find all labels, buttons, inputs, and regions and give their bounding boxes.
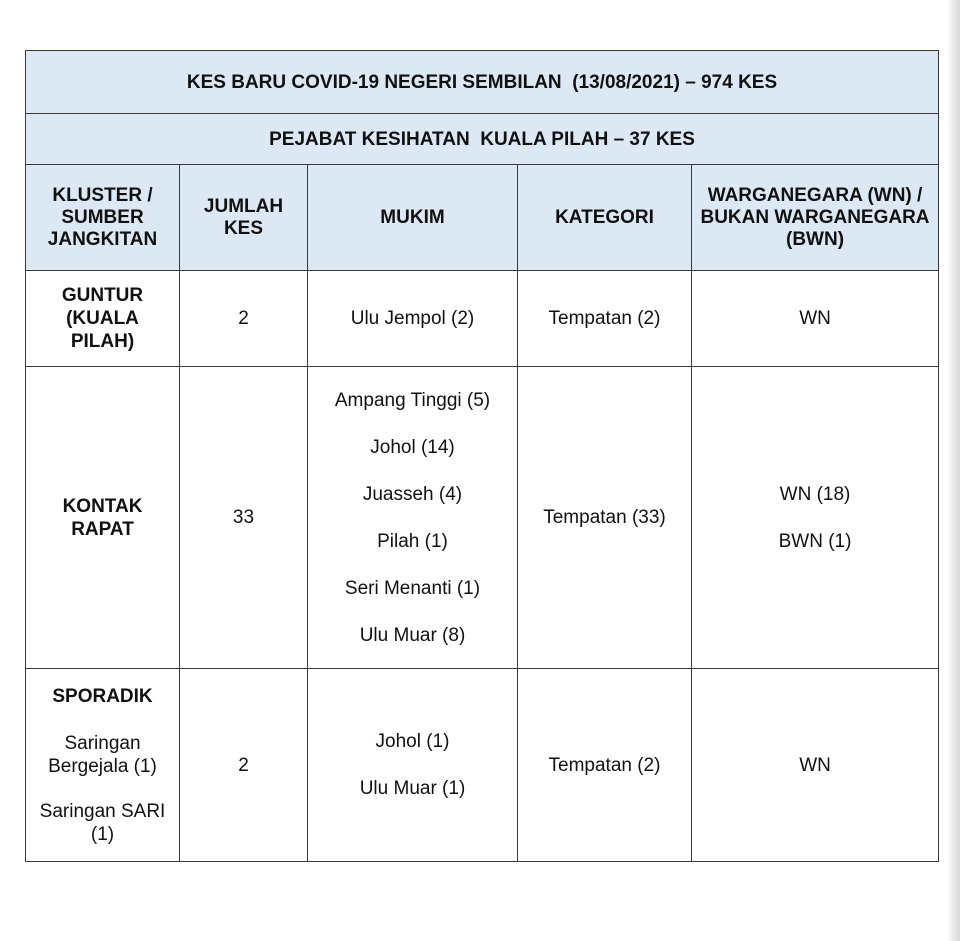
mukim-item: Ulu Jempol (2) [350, 308, 475, 329]
mukim-item: Ulu Muar (1) [359, 778, 466, 799]
cell-wn [692, 271, 939, 367]
cell-kategori: Tempatan (2) [518, 271, 692, 367]
covid-cases-table [25, 50, 939, 862]
mukim-item: Johol (1) [375, 731, 450, 752]
mukim-item: Johol (14) [370, 436, 455, 458]
mukim-item: Juasseh (4) [362, 483, 463, 505]
header-wn: WARGANEGARA (WN) / BUKAN WARGANEGARA (BWN) [692, 165, 939, 271]
mukim-list [312, 389, 513, 647]
header-jumlah: JUMLAH KES [180, 165, 308, 271]
header-row [26, 165, 939, 271]
cell-kluster [26, 669, 180, 862]
cell-mukim [308, 271, 518, 367]
wn-list [696, 483, 934, 553]
mukim-item: Ulu Muar (8) [359, 624, 466, 646]
wn-item: BWN (1) [778, 530, 852, 552]
cell-wn [692, 669, 939, 862]
cell-mukim [308, 367, 518, 669]
table-row [26, 669, 939, 862]
table-row [26, 367, 939, 669]
cell-kategori: Tempatan (33) [518, 367, 692, 669]
page-edge-shadow [946, 0, 960, 941]
cell-jumlah: 2 [180, 271, 308, 367]
cell-kluster: KONTAK RAPAT [26, 367, 180, 669]
table-subtitle: PEJABAT KESIHATAN KUALA PILAH – 37 KES [26, 114, 939, 165]
cell-jumlah: 33 [180, 367, 308, 669]
title-row [26, 51, 939, 114]
kluster-detail: Saringan Bergejala (1) [48, 732, 157, 777]
table-title: KES BARU COVID-19 NEGERI SEMBILAN (13/08/2021) – 974 KES [26, 51, 939, 114]
kluster-detail: Saringan SARI (1) [39, 800, 166, 845]
table-row [26, 271, 939, 367]
cell-kategori: Tempatan (2) [518, 669, 692, 862]
subtitle-row [26, 114, 939, 165]
mukim-list [312, 730, 513, 800]
wn-item: WN (18) [779, 483, 851, 505]
header-mukim: MUKIM [308, 165, 518, 271]
header-kategori: KATEGORI [518, 165, 692, 271]
kluster-stack [36, 685, 169, 846]
cell-mukim [308, 669, 518, 862]
cell-kluster: GUNTUR (KUALA PILAH) [26, 271, 180, 367]
wn-item: WN [799, 308, 831, 329]
header-kluster: KLUSTER / SUMBER JANGKITAN [26, 165, 180, 271]
kluster-name: SPORADIK [52, 685, 153, 707]
mukim-item: Ampang Tinggi (5) [334, 389, 491, 411]
cell-wn [692, 367, 939, 669]
wn-item: WN [799, 754, 831, 776]
mukim-item: Pilah (1) [377, 530, 448, 552]
mukim-item: Seri Menanti (1) [344, 577, 481, 599]
cell-jumlah: 2 [180, 669, 308, 862]
